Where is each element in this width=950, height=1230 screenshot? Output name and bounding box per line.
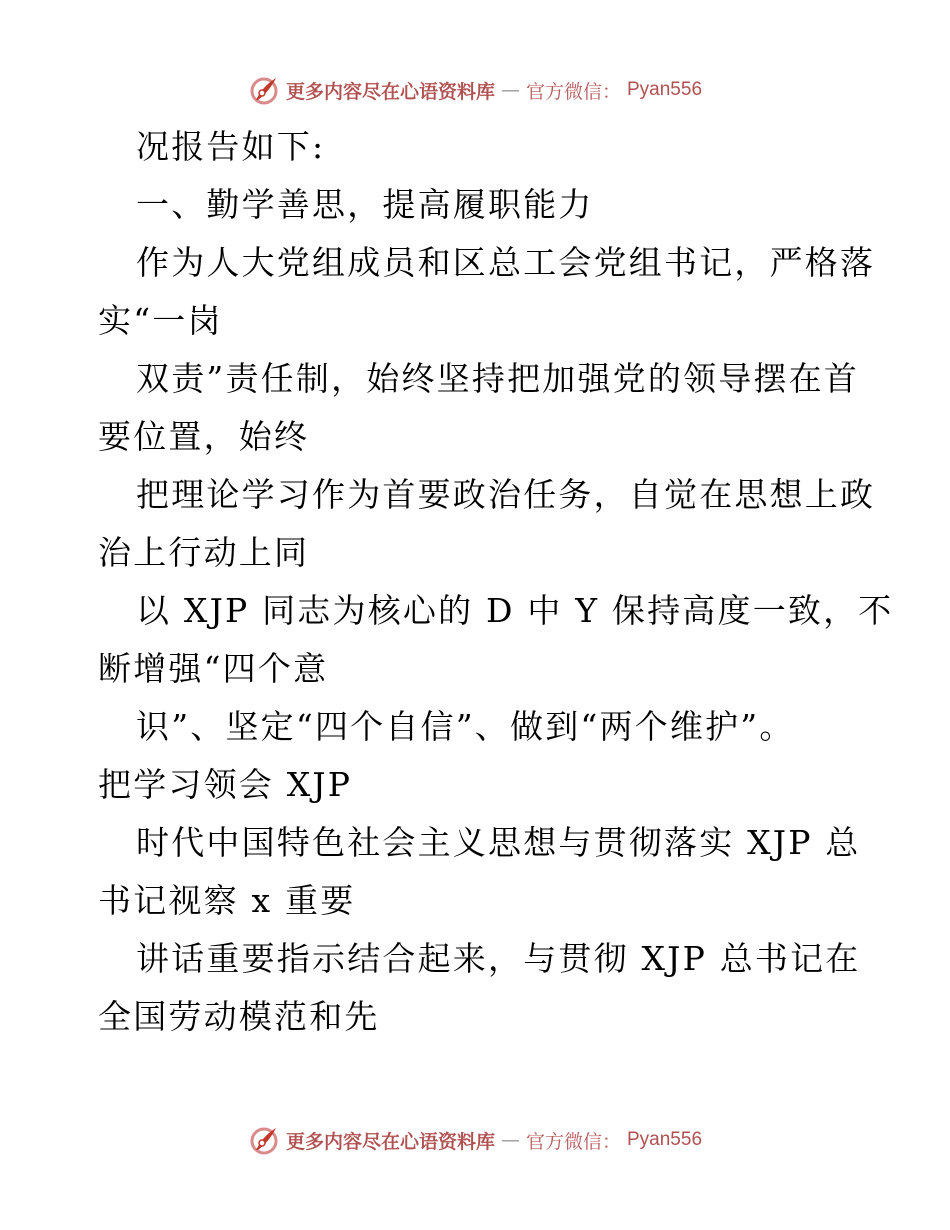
banner-wechat-id: Pyan556 xyxy=(627,1129,703,1150)
quill-circle-logo-icon xyxy=(248,74,280,106)
text-line: 把理论学习作为首要政治任务，自觉在思想上政 xyxy=(136,475,876,514)
text-line: 况报告如下: xyxy=(136,127,326,166)
banner-wechat-id: Pyan556 xyxy=(627,79,703,100)
banner-main-text: 更多内容尽在心语资料库 xyxy=(285,80,495,103)
banner-separator: — xyxy=(500,79,520,101)
banner-wechat-label: 官方微信： xyxy=(525,80,621,103)
text-line: 断增强“四个意 xyxy=(98,649,329,688)
section-heading: 一、勤学善思，提高履职能力 xyxy=(136,185,594,224)
text-line: 书记视察 x 重要 xyxy=(98,881,356,920)
text-line: 时代中国特色社会主义思想与贯彻落实 XJP 总 xyxy=(136,823,861,862)
text-line: 实“一岗 xyxy=(98,301,223,340)
quill-circle-logo-icon xyxy=(248,1124,280,1156)
text-line: 识”、坚定“四个自信”、做到“两个维护”。 xyxy=(136,707,795,746)
text-line: 把学习领会 XJP xyxy=(98,765,353,804)
text-line: 要位置，始终 xyxy=(98,417,310,456)
text-line: 双责”责任制，始终坚持把加强党的领导摆在首 xyxy=(136,359,860,398)
text-line: 讲话重要指示结合起来，与贯彻 XJP 总书记在 xyxy=(136,939,861,978)
header-watermark-banner xyxy=(0,70,950,110)
text-line: 以 XJP 同志为核心的 D 中 Y 保持高度一致，不 xyxy=(136,591,894,630)
footer-watermark-banner xyxy=(0,1120,950,1160)
banner-main-text: 更多内容尽在心语资料库 xyxy=(285,1130,495,1153)
banner-separator: — xyxy=(500,1129,520,1151)
text-line: 全国劳动模范和先 xyxy=(98,997,380,1036)
banner-wechat-label: 官方微信： xyxy=(525,1130,621,1153)
text-line: 作为人大党组成员和区总工会党组书记，严格落 xyxy=(136,243,876,282)
text-line: 治上行动上同 xyxy=(98,533,310,572)
